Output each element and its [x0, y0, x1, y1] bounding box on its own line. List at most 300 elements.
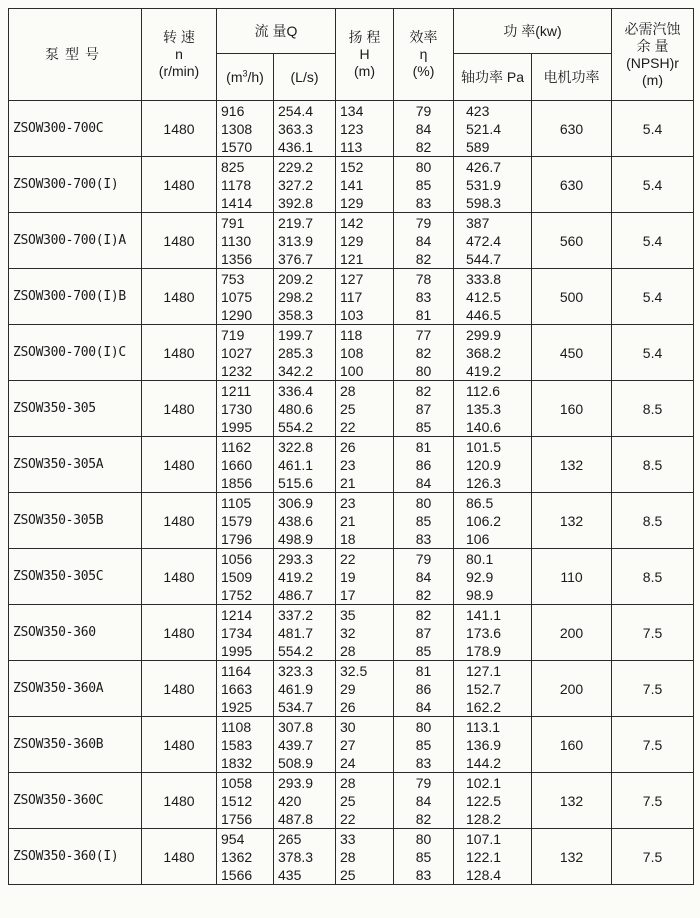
shaft-power-value: 113.1 — [466, 718, 500, 735]
flow-ls-value: 293.3 — [278, 550, 314, 567]
head-value: 29 — [340, 680, 356, 697]
flow-ls-value: 307.8 — [278, 718, 314, 735]
head-value: 26 — [340, 698, 356, 715]
motor-power-cell: 450 — [532, 325, 612, 381]
flow-m3h-value: 1356 — [221, 250, 253, 267]
shaft-power-value: 299.9 — [466, 326, 502, 343]
head-value: 123 — [340, 120, 364, 137]
flow-m3h-value: 1214 — [221, 606, 253, 623]
efficiency-value: 80 — [415, 494, 432, 511]
shaft-power-value: 141.1 — [466, 606, 502, 623]
table-row — [9, 773, 694, 829]
flow-ls-value: 461.1 — [278, 456, 314, 473]
flow-ls-cell — [274, 605, 336, 661]
model-cell: ZSOW350-305C — [9, 549, 142, 605]
head-value: 134 — [340, 102, 364, 119]
flow-m3h-cell — [217, 381, 274, 437]
header-head-line3: (m) — [354, 63, 375, 79]
shaft-power-value: 135.3 — [466, 400, 502, 417]
header-npsh — [612, 9, 694, 101]
header-eff-line1: 效率 — [409, 29, 438, 45]
efficiency-value: 83 — [415, 530, 432, 547]
header-efficiency — [394, 9, 454, 101]
model-cell: ZSOW350-360(I) — [9, 829, 142, 885]
efficiency-value: 79 — [415, 774, 432, 791]
shaft-power-value: 368.2 — [466, 344, 502, 361]
motor-power-cell: 132 — [532, 493, 612, 549]
table-row — [9, 269, 694, 325]
flow-m3h-value: 954 — [221, 830, 245, 847]
model-cell: ZSOW300-700(I)C — [9, 325, 142, 381]
efficiency-value: 82 — [415, 250, 432, 267]
flow-ls-value: 420 — [278, 792, 302, 809]
flow-m3h-cell — [217, 437, 274, 493]
efficiency-cell — [394, 605, 454, 661]
flow-ls-value: 438.6 — [278, 512, 314, 529]
flow-ls-value: 327.2 — [278, 176, 314, 193]
table-body — [9, 101, 694, 885]
flow-m3h-value: 1579 — [221, 512, 253, 529]
shaft-power-value: 426.7 — [466, 158, 502, 175]
speed-cell: 1480 — [142, 493, 217, 549]
header-flow-m3h-post: /h) — [247, 68, 264, 85]
flow-ls-value: 508.9 — [278, 754, 314, 771]
pump-performance-table — [8, 8, 694, 885]
speed-cell: 1480 — [142, 213, 217, 269]
flow-ls-value: 554.2 — [278, 418, 314, 435]
flow-ls-value: 554.2 — [278, 642, 314, 659]
header-flow-m3h-sup: 3 — [242, 67, 248, 78]
header-speed-line1: 转 速 — [163, 29, 195, 45]
shaft-power-value: 521.4 — [466, 120, 502, 137]
efficiency-value: 81 — [415, 662, 432, 679]
npsh-cell: 8.5 — [612, 549, 694, 605]
flow-ls-cell — [274, 493, 336, 549]
header-head — [336, 9, 394, 101]
shaft-power-value: 86.5 — [466, 494, 494, 511]
efficiency-value: 84 — [415, 232, 432, 249]
head-value: 129 — [340, 232, 364, 249]
efficiency-value: 84 — [415, 120, 432, 137]
shaft-power-value: 419.2 — [466, 362, 502, 379]
efficiency-value: 85 — [415, 176, 432, 193]
flow-ls-cell — [274, 157, 336, 213]
head-value: 129 — [340, 194, 364, 211]
model-cell: ZSOW300-700C — [9, 101, 142, 157]
flow-ls-value: 363.3 — [278, 120, 314, 137]
efficiency-cell — [394, 717, 454, 773]
motor-power-cell: 200 — [532, 605, 612, 661]
table-row — [9, 829, 694, 885]
head-value: 17 — [340, 586, 356, 603]
table-row — [9, 213, 694, 269]
speed-cell: 1480 — [142, 661, 217, 717]
header-power-label: 功 率(kw) — [503, 22, 562, 39]
speed-cell: 1480 — [142, 157, 217, 213]
efficiency-value: 86 — [415, 456, 432, 473]
model-cell: ZSOW350-305B — [9, 493, 142, 549]
flow-m3h-value: 1362 — [221, 848, 253, 865]
flow-m3h-cell — [217, 605, 274, 661]
head-cell — [336, 717, 394, 773]
flow-m3h-value: 1995 — [221, 418, 253, 435]
flow-ls-cell — [274, 269, 336, 325]
head-cell — [336, 773, 394, 829]
flow-ls-value: 378.3 — [278, 848, 314, 865]
shaft-power-value: 544.7 — [466, 250, 502, 267]
flow-m3h-value: 1512 — [221, 792, 253, 809]
head-value: 127 — [340, 270, 364, 287]
motor-power-cell: 160 — [532, 717, 612, 773]
efficiency-cell — [394, 493, 454, 549]
efficiency-value: 80 — [415, 362, 432, 379]
flow-m3h-value: 1995 — [221, 642, 253, 659]
flow-m3h-cell — [217, 661, 274, 717]
header-flow-m3h — [217, 54, 274, 101]
head-value: 22 — [340, 810, 356, 827]
flow-m3h-value: 1583 — [221, 736, 253, 753]
flow-m3h-value: 1832 — [221, 754, 253, 771]
motor-power-cell: 500 — [532, 269, 612, 325]
model-cell: ZSOW300-700(I)A — [9, 213, 142, 269]
head-value: 33 — [340, 830, 356, 847]
shaft-power-value: 106 — [466, 530, 490, 547]
flow-ls-value: 306.9 — [278, 494, 314, 511]
shaft-power-value: 140.6 — [466, 418, 502, 435]
flow-m3h-value: 1308 — [221, 120, 253, 137]
head-value: 25 — [340, 400, 356, 417]
header-eff-line2: η — [419, 46, 428, 62]
table-row — [9, 325, 694, 381]
flow-ls-value: 480.6 — [278, 400, 314, 417]
speed-cell: 1480 — [142, 717, 217, 773]
shaft-power-cell — [454, 661, 532, 717]
shaft-power-value: 102.1 — [466, 774, 502, 791]
head-value: 23 — [340, 456, 356, 473]
header-npsh-line2: 余 量 — [636, 37, 669, 54]
shaft-power-value: 446.5 — [466, 306, 502, 323]
efficiency-value: 84 — [415, 792, 432, 809]
header-npsh-line3: (NPSH)r — [626, 54, 679, 71]
head-value: 108 — [340, 344, 364, 361]
shaft-power-cell — [454, 269, 532, 325]
header-speed — [142, 9, 217, 101]
head-value: 103 — [340, 306, 364, 323]
header-head-line2: H — [359, 46, 370, 62]
flow-m3h-value: 1075 — [221, 288, 253, 305]
flow-m3h-value: 1164 — [221, 662, 252, 679]
head-value: 22 — [340, 418, 356, 435]
flow-m3h-value: 1414 — [221, 194, 253, 211]
flow-m3h-value: 1211 — [221, 382, 252, 399]
head-cell — [336, 549, 394, 605]
shaft-power-value: 387 — [466, 214, 490, 231]
efficiency-cell — [394, 829, 454, 885]
efficiency-value: 83 — [415, 194, 432, 211]
header-shaft-power-label: 轴功率 Pa — [460, 68, 524, 85]
speed-cell: 1480 — [142, 437, 217, 493]
head-cell — [336, 325, 394, 381]
efficiency-cell — [394, 661, 454, 717]
table-row — [9, 549, 694, 605]
header-speed-line2: n — [175, 46, 183, 62]
shaft-power-cell — [454, 157, 532, 213]
shaft-power-value: 472.4 — [466, 232, 502, 249]
flow-m3h-value: 1730 — [221, 400, 253, 417]
header-npsh-line4: (m) — [642, 71, 664, 88]
flow-m3h-value: 1734 — [221, 624, 253, 641]
head-value: 24 — [340, 754, 356, 771]
npsh-cell: 5.4 — [612, 325, 694, 381]
head-value: 23 — [340, 494, 356, 511]
efficiency-value: 82 — [415, 382, 432, 399]
efficiency-value: 80 — [415, 718, 432, 735]
shaft-power-value: 112.6 — [466, 382, 500, 399]
head-value: 117 — [340, 288, 363, 305]
model-cell: ZSOW350-305A — [9, 437, 142, 493]
motor-power-cell: 160 — [532, 381, 612, 437]
motor-power-cell: 560 — [532, 213, 612, 269]
flow-ls-value: 487.8 — [278, 810, 314, 827]
shaft-power-value: 92.9 — [466, 568, 494, 585]
table-row — [9, 605, 694, 661]
flow-m3h-value: 1570 — [221, 138, 253, 155]
table-row — [9, 381, 694, 437]
header-eff-line3: (%) — [412, 63, 435, 79]
speed-cell: 1480 — [142, 269, 217, 325]
head-value: 28 — [340, 382, 356, 399]
shaft-power-value: 122.5 — [466, 792, 502, 809]
flow-m3h-value: 1925 — [221, 698, 253, 715]
header-power — [454, 9, 612, 54]
shaft-power-value: 423 — [466, 102, 490, 119]
flow-m3h-value: 1663 — [221, 680, 253, 697]
efficiency-value: 82 — [415, 606, 432, 623]
shaft-power-value: 120.9 — [466, 456, 502, 473]
flow-m3h-value: 1232 — [221, 362, 253, 379]
flow-m3h-value: 1178 — [221, 176, 252, 193]
npsh-cell: 5.4 — [612, 101, 694, 157]
efficiency-value: 87 — [415, 624, 432, 641]
model-cell: ZSOW350-360A — [9, 661, 142, 717]
header-flow — [217, 9, 336, 54]
head-value: 121 — [340, 250, 364, 267]
efficiency-value: 84 — [415, 474, 432, 491]
header-motor-power-label: 电机功率 — [543, 68, 600, 85]
flow-ls-cell — [274, 101, 336, 157]
flow-ls-value: 461.9 — [278, 680, 314, 697]
flow-m3h-value: 719 — [221, 326, 245, 343]
shaft-power-cell — [454, 605, 532, 661]
efficiency-value: 84 — [415, 568, 432, 585]
flow-ls-cell — [274, 549, 336, 605]
head-value: 27 — [340, 736, 356, 753]
head-cell — [336, 605, 394, 661]
model-cell: ZSOW300-700(I) — [9, 157, 142, 213]
speed-cell: 1480 — [142, 325, 217, 381]
efficiency-value: 85 — [415, 736, 432, 753]
header-npsh-line1: 必需汽蚀 — [624, 20, 681, 37]
npsh-cell: 8.5 — [612, 437, 694, 493]
table-row — [9, 493, 694, 549]
shaft-power-cell — [454, 493, 532, 549]
head-value: 25 — [340, 866, 356, 883]
efficiency-cell — [394, 437, 454, 493]
efficiency-value: 79 — [415, 550, 432, 567]
head-cell — [336, 661, 394, 717]
efficiency-value: 82 — [415, 138, 432, 155]
speed-cell: 1480 — [142, 773, 217, 829]
speed-cell: 1480 — [142, 829, 217, 885]
table-row — [9, 101, 694, 157]
head-value: 35 — [340, 606, 356, 623]
flow-ls-value: 298.2 — [278, 288, 314, 305]
flow-m3h-value: 1796 — [221, 530, 253, 547]
head-value: 28 — [340, 642, 356, 659]
flow-m3h-cell — [217, 549, 274, 605]
efficiency-cell — [394, 773, 454, 829]
flow-ls-value: 439.7 — [278, 736, 314, 753]
head-cell — [336, 437, 394, 493]
efficiency-value: 80 — [415, 830, 432, 847]
header-flow-label: 流 量Q — [254, 22, 298, 39]
head-value: 142 — [340, 214, 364, 231]
shaft-power-cell — [454, 549, 532, 605]
flow-m3h-value: 1752 — [221, 586, 253, 603]
table-row — [9, 157, 694, 213]
head-cell — [336, 493, 394, 549]
efficiency-value: 82 — [415, 810, 432, 827]
flow-ls-value: 322.8 — [278, 438, 314, 455]
flow-m3h-cell — [217, 493, 274, 549]
head-value: 18 — [340, 530, 356, 547]
flow-ls-value: 199.7 — [278, 326, 314, 343]
shaft-power-value: 152.7 — [466, 680, 502, 697]
shaft-power-value: 598.3 — [466, 194, 502, 211]
npsh-cell: 5.4 — [612, 269, 694, 325]
flow-ls-value: 285.3 — [278, 344, 314, 361]
flow-m3h-value: 1509 — [221, 568, 253, 585]
efficiency-cell — [394, 381, 454, 437]
head-value: 113 — [340, 138, 363, 155]
shaft-power-value: 107.1 — [466, 830, 502, 847]
flow-m3h-value: 1058 — [221, 774, 253, 791]
efficiency-value: 85 — [415, 848, 432, 865]
efficiency-cell — [394, 269, 454, 325]
shaft-power-value: 136.9 — [466, 736, 502, 753]
npsh-cell: 7.5 — [612, 605, 694, 661]
table-header — [9, 9, 694, 101]
motor-power-cell: 132 — [532, 829, 612, 885]
head-cell — [336, 269, 394, 325]
head-value: 32 — [340, 624, 356, 641]
efficiency-value: 83 — [415, 866, 432, 883]
shaft-power-value: 106.2 — [466, 512, 502, 529]
shaft-power-cell — [454, 437, 532, 493]
flow-m3h-value: 825 — [221, 158, 245, 175]
header-speed-line3: (r/min) — [158, 63, 200, 79]
efficiency-value: 81 — [415, 306, 432, 323]
efficiency-value: 79 — [415, 214, 432, 231]
flow-ls-cell — [274, 381, 336, 437]
flow-m3h-cell — [217, 213, 274, 269]
npsh-cell: 8.5 — [612, 381, 694, 437]
flow-ls-value: 337.2 — [278, 606, 314, 623]
flow-ls-value: 436.1 — [278, 138, 314, 155]
flow-ls-cell — [274, 437, 336, 493]
flow-ls-value: 323.3 — [278, 662, 314, 679]
head-value: 21 — [340, 512, 356, 529]
flow-ls-value: 534.7 — [278, 698, 314, 715]
flow-ls-cell — [274, 325, 336, 381]
npsh-cell: 5.4 — [612, 157, 694, 213]
header-shaft-power — [454, 54, 532, 101]
flow-ls-value: 481.7 — [278, 624, 314, 641]
header-head-line1: 扬 程 — [348, 29, 381, 45]
shaft-power-value: 126.3 — [466, 474, 502, 491]
efficiency-value: 85 — [415, 642, 432, 659]
flow-ls-value: 486.7 — [278, 586, 314, 603]
flow-ls-value: 313.9 — [278, 232, 314, 249]
flow-ls-cell — [274, 213, 336, 269]
flow-m3h-cell — [217, 157, 274, 213]
flow-m3h-cell — [217, 717, 274, 773]
shaft-power-cell — [454, 717, 532, 773]
shaft-power-value: 178.9 — [466, 642, 502, 659]
flow-m3h-value: 1290 — [221, 306, 253, 323]
table-row — [9, 661, 694, 717]
flow-m3h-value: 1162 — [221, 438, 252, 455]
shaft-power-cell — [454, 773, 532, 829]
flow-ls-value: 265 — [278, 830, 302, 847]
flow-m3h-value: 916 — [221, 102, 245, 119]
motor-power-cell: 200 — [532, 661, 612, 717]
flow-ls-value: 515.6 — [278, 474, 314, 491]
head-value: 32.5 — [340, 662, 368, 679]
efficiency-value: 77 — [415, 326, 432, 343]
flow-ls-value: 392.8 — [278, 194, 314, 211]
flow-ls-cell — [274, 829, 336, 885]
flow-m3h-value: 1108 — [221, 718, 252, 735]
head-cell — [336, 381, 394, 437]
shaft-power-value: 80.1 — [466, 550, 494, 567]
efficiency-cell — [394, 101, 454, 157]
model-cell: ZSOW350-360C — [9, 773, 142, 829]
shaft-power-value: 589 — [466, 138, 490, 155]
flow-ls-value: 209.2 — [278, 270, 314, 287]
flow-ls-value: 229.2 — [278, 158, 314, 175]
head-cell — [336, 213, 394, 269]
shaft-power-value: 128.2 — [466, 810, 502, 827]
flow-m3h-cell — [217, 269, 274, 325]
flow-m3h-value: 1056 — [221, 550, 253, 567]
efficiency-cell — [394, 213, 454, 269]
table-row — [9, 717, 694, 773]
motor-power-cell: 132 — [532, 773, 612, 829]
head-value: 26 — [340, 438, 356, 455]
head-value: 152 — [340, 158, 364, 175]
head-value: 28 — [340, 774, 356, 791]
flow-ls-value: 293.9 — [278, 774, 314, 791]
head-value: 118 — [340, 326, 363, 343]
motor-power-cell: 132 — [532, 437, 612, 493]
shaft-power-value: 333.8 — [466, 270, 502, 287]
flow-ls-cell — [274, 661, 336, 717]
efficiency-value: 86 — [415, 680, 432, 697]
speed-cell: 1480 — [142, 549, 217, 605]
flow-m3h-value: 1660 — [221, 456, 253, 473]
flow-ls-value: 376.7 — [278, 250, 314, 267]
